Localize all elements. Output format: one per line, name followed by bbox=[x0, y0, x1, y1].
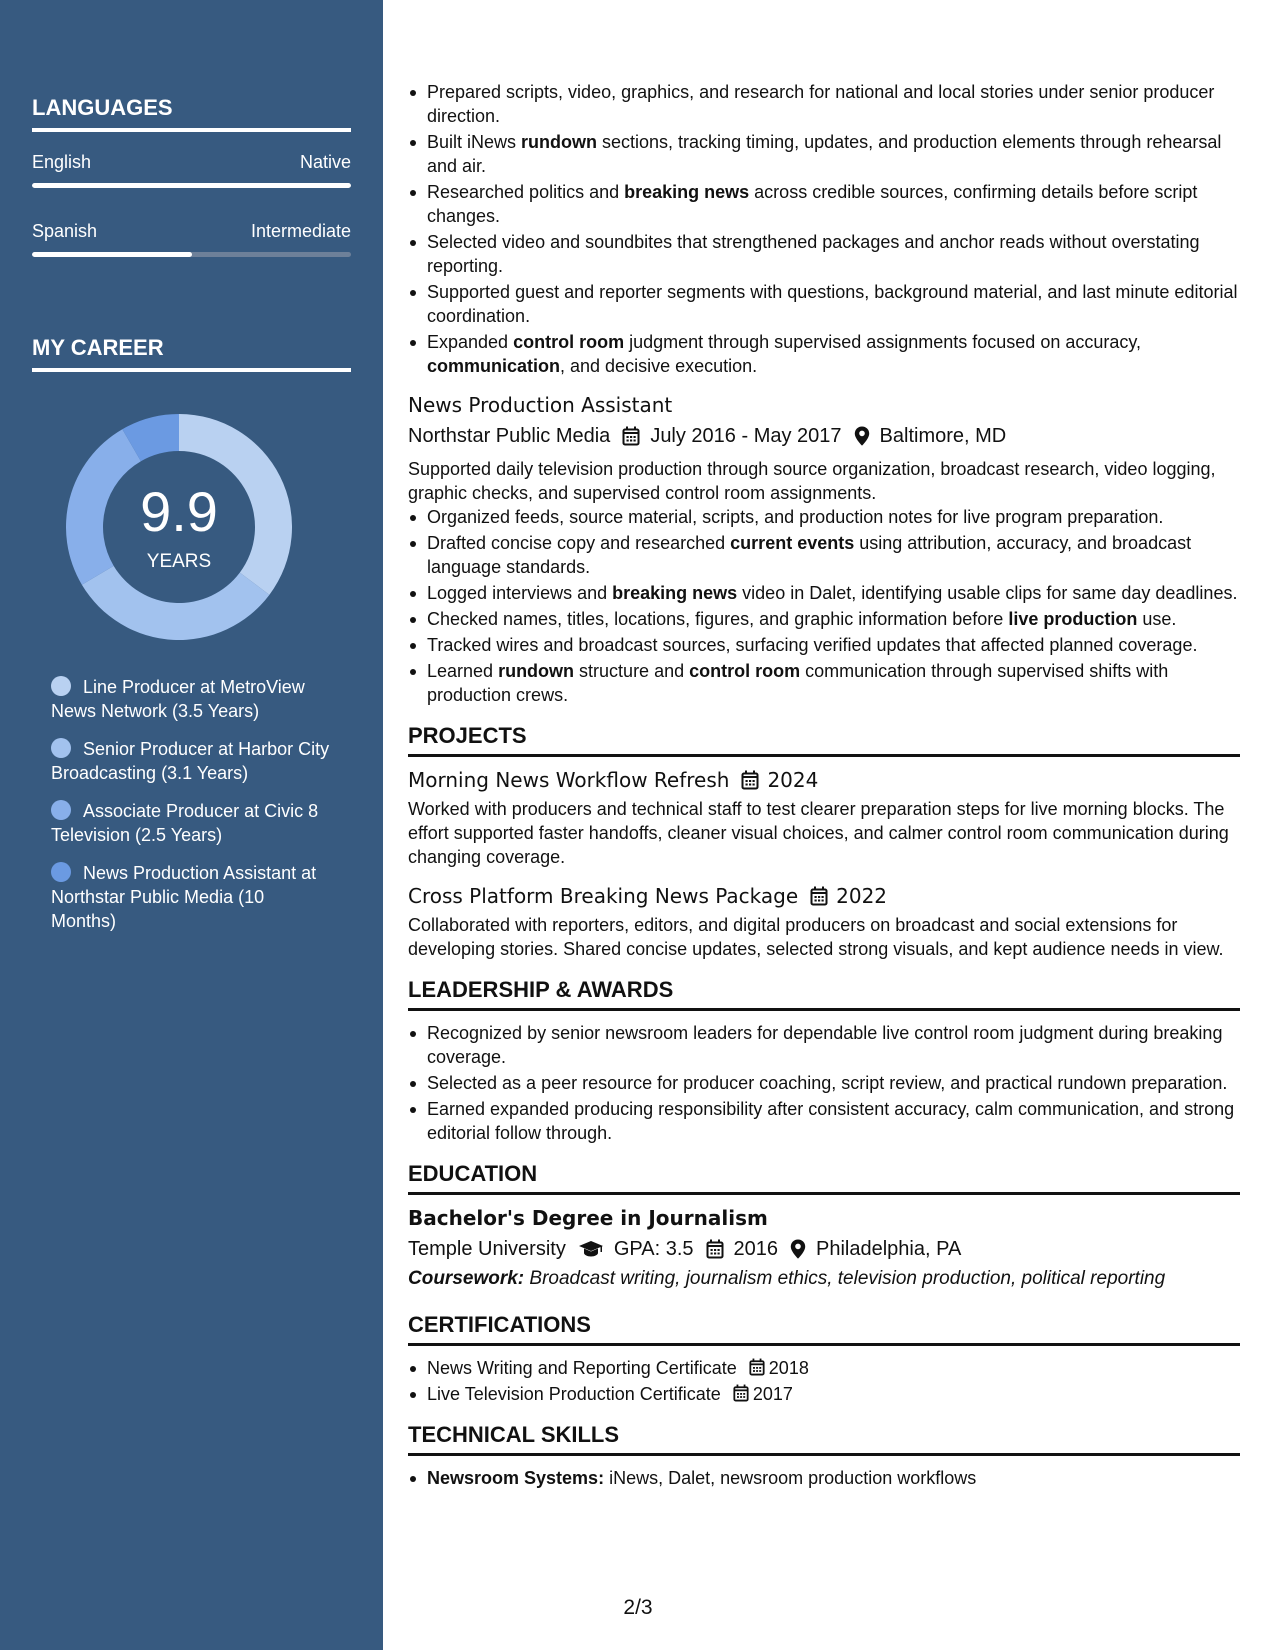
bullet-text: Organized feeds, source material, scripts, and production notes for live program preparation. bbox=[427, 507, 1164, 527]
career-legend-item bbox=[51, 799, 331, 847]
project-name: Cross Platform Breaking News Package bbox=[408, 884, 799, 908]
career-legend-text: Line Producer at MetroView News Network (3.5 Years) bbox=[51, 677, 305, 721]
bullet-text: communication through supervised shifts with production crews. bbox=[427, 661, 1169, 705]
legend-dot-icon bbox=[51, 738, 71, 758]
bullet-item bbox=[408, 280, 1240, 328]
keyword: control room bbox=[513, 332, 625, 352]
coursework-text: Broadcast writing, journalism ethics, television production, political reporting bbox=[529, 1268, 1166, 1289]
certification-item bbox=[408, 1382, 1240, 1406]
bullet-text: Drafted concise copy and researched bbox=[427, 533, 731, 553]
certifications-heading: CERTIFICATIONS bbox=[408, 1312, 1240, 1346]
certification-item bbox=[408, 1356, 1240, 1380]
job-bullets bbox=[408, 505, 1240, 707]
bullet-text: Built iNews bbox=[427, 132, 522, 152]
bullet-text: across credible sources, confirming details before script changes. bbox=[427, 182, 1198, 226]
certification-name: Live Television Production Certificate bbox=[427, 1384, 721, 1404]
keyword: breaking news bbox=[624, 182, 750, 202]
project-description: Collaborated with reporters, editors, and digital producers on broadcast and social extensions for developing stories. Shared concise updates, selected strong visuals, and kept audience needs in view. bbox=[408, 915, 1224, 959]
bullet-item bbox=[408, 180, 1240, 228]
awards-list bbox=[408, 1021, 1240, 1145]
bullet-item bbox=[408, 531, 1240, 579]
job-title: News Production Assistant bbox=[408, 393, 673, 417]
calendar-icon bbox=[749, 1358, 765, 1376]
donut-slice-1 bbox=[82, 566, 270, 640]
languages-heading: LANGUAGES bbox=[32, 95, 351, 132]
bullet-text: video in Dalet, identifying usable clips for same day deadlines. bbox=[737, 583, 1238, 603]
job-summary: Supported daily television production through source organization, broadcast research, video logging, graphic checks, and supervised control room assignments. bbox=[408, 459, 1216, 503]
skills-heading: TECHNICAL SKILLS bbox=[408, 1422, 1240, 1456]
calendar-icon bbox=[733, 1384, 749, 1402]
gpa: GPA: 3.5 bbox=[613, 1238, 694, 1260]
bullet-text: Supported guest and reporter segments with questions, background material, and last minute editorial coordination. bbox=[427, 282, 1238, 326]
career-legend-item bbox=[51, 737, 331, 785]
bullet-text: Researched politics and bbox=[427, 182, 625, 202]
bullet-text: structure and bbox=[574, 661, 690, 681]
bullet-text: Logged interviews and bbox=[427, 583, 613, 603]
bullet-text: sections, tracking timing, updates, and production elements through rehearsal and air. bbox=[427, 132, 1222, 176]
skill-item bbox=[408, 1466, 1240, 1490]
calendar-icon bbox=[810, 886, 828, 906]
calendar-icon bbox=[706, 1239, 724, 1259]
bullet-item bbox=[408, 80, 1240, 128]
keyword: rundown bbox=[521, 132, 598, 152]
keyword: communication bbox=[427, 356, 561, 376]
bullet-item bbox=[408, 230, 1240, 278]
project-title bbox=[408, 767, 1240, 793]
keyword: control room bbox=[689, 661, 801, 681]
keyword: breaking news bbox=[612, 583, 738, 603]
school-location: Philadelphia, PA bbox=[816, 1238, 962, 1260]
career-legend-item bbox=[51, 675, 331, 723]
calendar-icon bbox=[622, 426, 640, 446]
bullet-item bbox=[408, 633, 1240, 657]
bullet-text: Prepared scripts, video, graphics, and research for national and local stories under senior producer direction. bbox=[427, 82, 1215, 126]
language-name: English bbox=[32, 152, 92, 172]
award-item: Selected as a peer resource for producer coaching, script review, and practical rundown preparation. bbox=[408, 1071, 1240, 1095]
graduation-year: 2016 bbox=[733, 1238, 778, 1260]
legend-dot-icon bbox=[51, 800, 71, 820]
sidebar bbox=[0, 0, 383, 1650]
job-meta bbox=[408, 423, 1240, 449]
award-item: Earned expanded producing responsibility after consistent accuracy, calm communication, and strong editorial follow through. bbox=[408, 1097, 1240, 1145]
awards-heading: LEADERSHIP & AWARDS bbox=[408, 977, 1240, 1011]
certifications-list bbox=[408, 1356, 1240, 1406]
skill-label: Newsroom Systems: bbox=[427, 1468, 605, 1488]
bullet-text: Expanded bbox=[427, 332, 514, 352]
school-name: Temple University bbox=[408, 1238, 566, 1260]
map-pin-icon bbox=[854, 426, 870, 446]
previous-job-bullets bbox=[408, 80, 1240, 378]
skills-list bbox=[408, 1466, 1240, 1490]
main-content bbox=[408, 80, 1240, 1492]
language-row-english bbox=[32, 152, 351, 173]
career-legend-text: News Production Assistant at Northstar Public Media (10 Months) bbox=[51, 863, 317, 931]
keyword: current events bbox=[730, 533, 855, 553]
job-company: Northstar Public Media bbox=[408, 425, 611, 447]
bullet-item bbox=[408, 330, 1240, 378]
project-name: Morning News Workflow Refresh bbox=[408, 768, 730, 792]
graduation-cap-icon bbox=[578, 1240, 604, 1258]
language-level: Native bbox=[299, 152, 351, 172]
calendar-icon bbox=[741, 770, 759, 790]
bullet-item bbox=[408, 659, 1240, 707]
legend-dot-icon bbox=[51, 676, 71, 696]
bullet-item bbox=[408, 130, 1240, 178]
keyword: live production bbox=[1008, 609, 1138, 629]
career-total-years: 9.9 bbox=[140, 480, 218, 543]
language-bar-fill bbox=[32, 183, 351, 188]
bullet-text: judgment through supervised assignments focused on accuracy, bbox=[624, 332, 1142, 352]
career-legend-item bbox=[51, 861, 331, 933]
language-level: Intermediate bbox=[250, 221, 351, 241]
skill-value: iNews, Dalet, newsroom production workflows bbox=[609, 1468, 977, 1488]
bullet-item bbox=[408, 505, 1240, 529]
legend-dot-icon bbox=[51, 862, 71, 882]
job-dates: July 2016 - May 2017 bbox=[650, 425, 842, 447]
language-bar-english bbox=[32, 183, 351, 188]
coursework-label: Coursework: bbox=[408, 1268, 525, 1289]
project-year: 2022 bbox=[836, 884, 888, 908]
bullet-text: Learned bbox=[427, 661, 499, 681]
career-years-label: YEARS bbox=[146, 551, 212, 572]
bullet-text: , and decisive execution. bbox=[560, 356, 758, 376]
keyword: rundown bbox=[498, 661, 575, 681]
projects-heading: PROJECTS bbox=[408, 723, 1240, 757]
certification-year: 2017 bbox=[752, 1384, 793, 1404]
language-row-spanish bbox=[32, 221, 351, 242]
project-description: Worked with producers and technical staff to test clearer preparation steps for live morning blocks. The effort supported faster handoffs, cleaner visual choices, and calmer control room communication during changing coverage. bbox=[408, 799, 1229, 867]
language-bar-fill bbox=[32, 252, 192, 257]
project-title bbox=[408, 883, 1240, 909]
career-legend-text: Senior Producer at Harbor City Broadcasting (3.1 Years) bbox=[51, 739, 330, 783]
certification-name: News Writing and Reporting Certificate bbox=[427, 1358, 737, 1378]
bullet-item bbox=[408, 581, 1240, 605]
bullet-text: Tracked wires and broadcast sources, surfacing verified updates that affected planned coverage. bbox=[427, 635, 1198, 655]
bullet-text: using attribution, accuracy, and broadcast language standards. bbox=[427, 533, 1192, 577]
page-number: 2/3 bbox=[623, 1596, 653, 1619]
language-name: Spanish bbox=[32, 221, 98, 241]
career-heading: MY CAREER bbox=[32, 335, 351, 372]
project-year: 2024 bbox=[767, 768, 819, 792]
career-legend-text: Associate Producer at Civic 8 Television (2.5 Years) bbox=[51, 801, 319, 845]
job-location: Baltimore, MD bbox=[879, 425, 1007, 447]
bullet-text: use. bbox=[1137, 609, 1177, 629]
award-item: Recognized by senior newsroom leaders for dependable live control room judgment during breaking coverage. bbox=[408, 1021, 1240, 1069]
education-heading: EDUCATION bbox=[408, 1161, 1240, 1195]
coursework bbox=[408, 1268, 1240, 1290]
bullet-text: Checked names, titles, locations, figures, and graphic information before bbox=[427, 609, 1009, 629]
language-bar-spanish bbox=[32, 252, 351, 257]
bullet-text: Selected video and soundbites that strengthened packages and anchor reads without overstating reporting. bbox=[427, 232, 1200, 276]
certification-year: 2018 bbox=[768, 1358, 809, 1378]
map-pin-icon bbox=[790, 1239, 806, 1259]
education-meta bbox=[408, 1236, 1240, 1262]
degree-title: Bachelor's Degree in Journalism bbox=[408, 1206, 768, 1230]
bullet-item bbox=[408, 607, 1240, 631]
